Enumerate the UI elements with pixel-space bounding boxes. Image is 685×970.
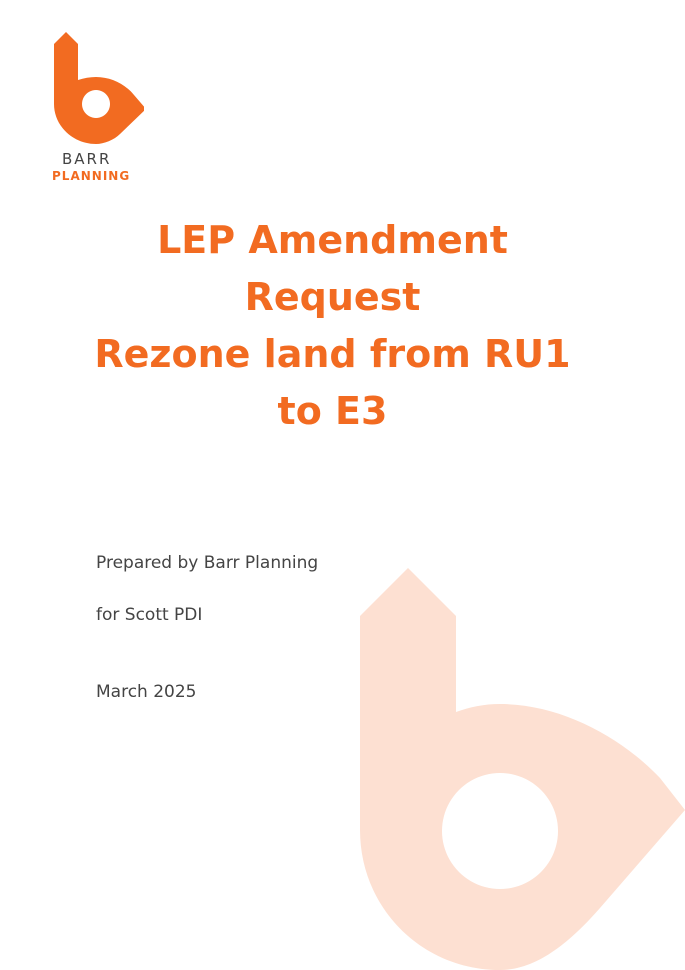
title-line-4: to E3: [277, 389, 388, 433]
brand-logo: [50, 30, 150, 190]
prepared-by-text: Prepared by Barr Planning: [96, 553, 319, 573]
date-text: March 2025: [96, 682, 197, 702]
title-line-1: LEP Amendment: [157, 218, 508, 262]
title-line-2: Request: [244, 275, 421, 319]
brand-name-barr: BARR: [62, 150, 112, 168]
brand-name-planning: PLANNING: [52, 169, 131, 183]
prepared-for-text: for Scott PDI: [96, 605, 203, 625]
barr-b-icon: [54, 32, 144, 147]
barr-b-watermark-icon: [360, 568, 685, 970]
title-line-3: Rezone land from RU1: [94, 332, 571, 376]
document-title: [0, 212, 665, 440]
